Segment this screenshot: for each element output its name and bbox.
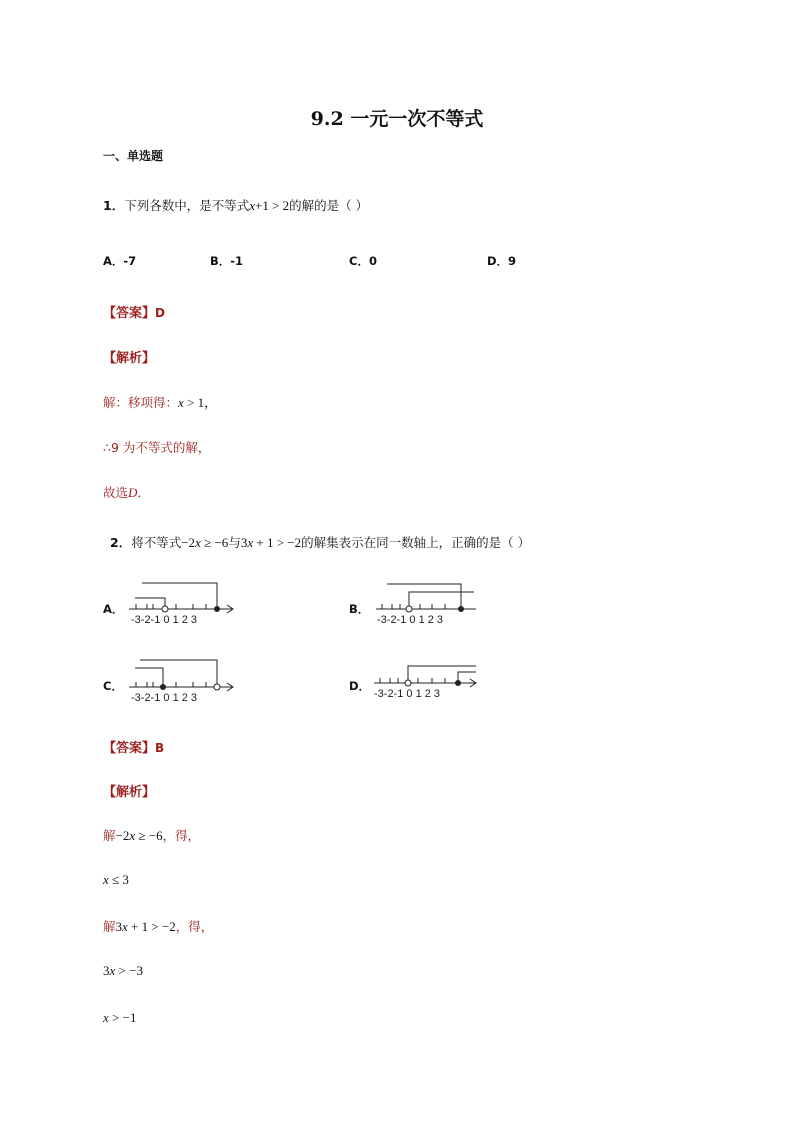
- question-number: 1．: [103, 198, 125, 213]
- solution-step-4: [103, 963, 143, 979]
- question-text: 将不等式: [131, 535, 182, 550]
- question-text-suffix: 的解集表示在同一数轴上，正确的是（ ）: [301, 535, 531, 550]
- solution-text: 故选: [103, 485, 129, 500]
- math-expression: +1 > 2: [255, 198, 290, 213]
- tick-labels: -3-2-1 0 1 2 3: [131, 692, 198, 704]
- answer-value: D: [155, 306, 165, 320]
- solution-step-3: [103, 483, 150, 501]
- solution-text: 解：移项得：: [103, 395, 179, 410]
- solution-step-2: ∴9 为不等式的解，: [103, 440, 211, 455]
- math-expression: > −3: [115, 963, 143, 978]
- solution-text: 解: [103, 828, 116, 843]
- option-d[interactable]: D．: [349, 679, 371, 693]
- number-line-d[interactable]: [370, 655, 490, 705]
- number-line-c[interactable]: [125, 652, 245, 707]
- math-coef: −2: [181, 535, 196, 550]
- solution-text: 解: [103, 919, 116, 934]
- tick-labels: -3-2-1 0 1 2 3: [377, 614, 444, 626]
- math-coef: 3: [240, 535, 248, 550]
- math-variable: x: [129, 828, 136, 843]
- math-expression: + 1 > −2: [127, 919, 176, 934]
- math-expression: + 1 > −2: [253, 535, 302, 550]
- solution-step-2: [103, 872, 129, 888]
- math-expression: > 1，: [183, 395, 218, 410]
- page-title: 9.2 一元一次不等式: [310, 108, 484, 130]
- section-heading: 一、单选题: [103, 149, 164, 163]
- question-2: [110, 533, 530, 551]
- question-number: 2．: [110, 535, 132, 550]
- option-c[interactable]: C．0: [349, 254, 377, 268]
- question-1: [103, 196, 368, 214]
- math-expression: ≤ 3: [108, 872, 129, 887]
- option-b[interactable]: B．-1: [210, 254, 244, 268]
- solution-text: ，得，: [162, 828, 201, 843]
- question-text: 与: [228, 535, 241, 550]
- math-expression: ≥ −6: [200, 535, 229, 550]
- question-text-suffix: 的解的是（ ）: [289, 198, 369, 213]
- solution-step-1: [103, 826, 200, 844]
- option-a[interactable]: A．: [103, 602, 124, 616]
- solution-text: ，得，: [175, 919, 214, 934]
- option-a[interactable]: A．-7: [103, 254, 137, 268]
- math-coef: 3: [115, 919, 123, 934]
- solution-step-5: [103, 1010, 136, 1026]
- answer-tag: 【答案】: [103, 306, 156, 321]
- math-variable: D: [128, 485, 138, 500]
- math-variable: x: [249, 198, 255, 213]
- analysis-tag: 【解析】: [103, 351, 156, 366]
- number-line-a[interactable]: [125, 575, 245, 630]
- answer-line: [103, 302, 165, 321]
- math-variable: x: [195, 535, 201, 550]
- answer-tag: 【答案】: [103, 741, 156, 756]
- answer-value: B: [155, 741, 165, 755]
- math-variable: x: [247, 535, 254, 550]
- math-variable: x: [122, 919, 128, 934]
- math-variable: x: [109, 963, 116, 978]
- solution-step-1: [103, 392, 217, 411]
- math-variable: x: [103, 872, 109, 887]
- math-variable: x: [103, 1010, 109, 1025]
- analysis-tag: 【解析】: [103, 785, 156, 800]
- option-c[interactable]: C．: [103, 679, 123, 693]
- number-line-b[interactable]: [372, 575, 492, 630]
- math-coef: 3: [103, 963, 110, 978]
- question-text: 下列各数中，是不等式: [124, 198, 250, 213]
- solution-text: ．: [137, 485, 150, 500]
- math-expression: > −1: [108, 1010, 137, 1025]
- option-d[interactable]: D．9: [487, 254, 517, 268]
- math-variable: x: [178, 395, 184, 410]
- tick-labels: -3-2-1 0 1 2 3: [131, 614, 198, 626]
- option-b[interactable]: B．: [349, 602, 370, 616]
- math-coef: −2: [115, 828, 130, 843]
- answer-line: [103, 737, 164, 756]
- tick-labels: -3-2-1 0 1 2 3: [374, 688, 441, 700]
- solution-step-3: [103, 917, 213, 935]
- math-expression: ≥ −6: [135, 828, 163, 843]
